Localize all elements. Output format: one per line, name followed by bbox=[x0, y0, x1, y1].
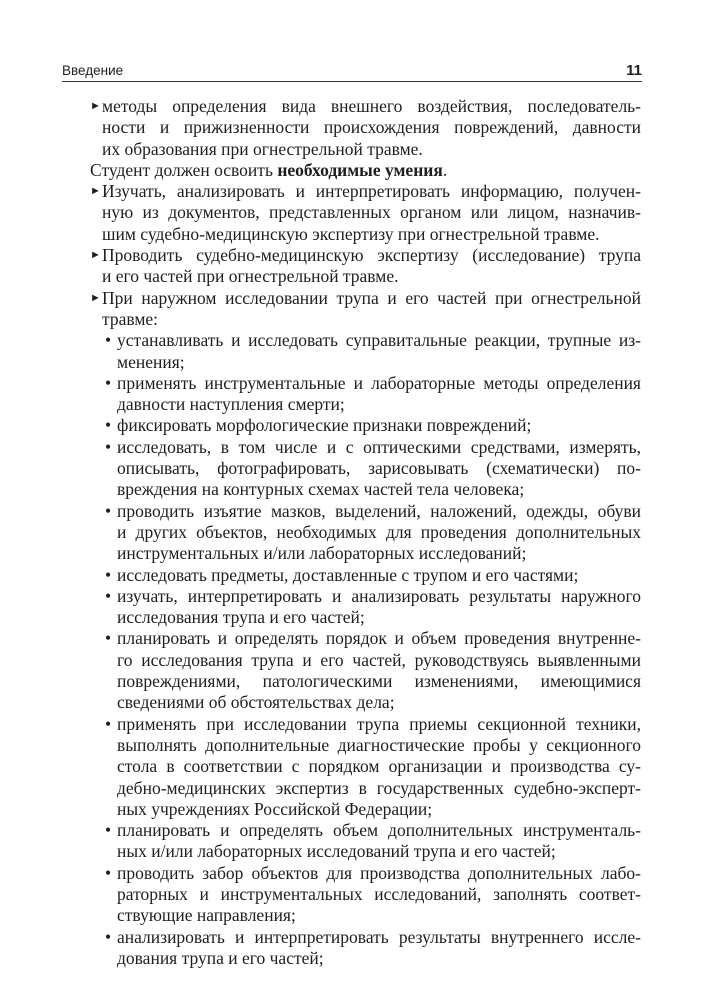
text-line: ► Изучать, анализировать и интерпретировать информацию, получен- bbox=[90, 181, 641, 202]
running-header bbox=[62, 59, 642, 82]
text-line: дебно-медицинских экспертиз в государственных судебно-эксперт- bbox=[117, 777, 641, 798]
text-line: ности и прижизненности происхождения повреждений, давности bbox=[102, 117, 641, 138]
dot-bullet-icon: • bbox=[105, 564, 112, 585]
text-line: ► При наружном исследовании трупа и его частей при огнестрельной bbox=[90, 287, 641, 308]
text-line: • изучать, интерпретировать и анализировать результаты наружного bbox=[105, 585, 641, 606]
text-line: • планировать и определять объем дополнительных инструменталь- bbox=[105, 820, 641, 841]
text-line: • планировать и определять порядок и объем проведения внутренне- bbox=[105, 628, 641, 649]
text-line: выполнять дополнительные диагностические пробы у секционного bbox=[117, 734, 641, 755]
page-number: 11 bbox=[626, 62, 642, 79]
text-line: ных и/или лабораторных исследований трупа и его частей; bbox=[117, 841, 556, 862]
dot-bullet-icon: • bbox=[105, 415, 112, 436]
text-line: и других объектов, необходимых для проведения дополнительных bbox=[117, 521, 641, 542]
triangle-bullet-icon: ► bbox=[90, 100, 101, 112]
dot-bullet-icon: • bbox=[105, 820, 112, 841]
text-line: шим судебно-медицинскую экспертизу при огнестрельной травме. bbox=[102, 223, 600, 244]
text-line: травме: bbox=[102, 308, 159, 329]
triangle-bullet-icon: ► bbox=[90, 185, 101, 198]
dot-bullet-icon: • bbox=[105, 330, 112, 351]
text-line: • устанавливать и исследовать суправитальные реакции, трупные из- bbox=[105, 330, 641, 351]
text-line: давности наступления смерти; bbox=[117, 394, 345, 415]
text-line: раторных и инструментальных исследований, заполнять соответ- bbox=[117, 883, 641, 904]
text-line: • анализировать и интерпретировать результаты внутреннего иссле- bbox=[105, 926, 641, 947]
dot-bullet-icon: • bbox=[105, 585, 112, 606]
page-body bbox=[90, 96, 641, 969]
dot-bullet-icon: • bbox=[105, 500, 112, 521]
text-line: го исследования трупа и его частей, руководствуясь выявленными bbox=[117, 649, 641, 670]
text-line: исследования трупа и его частей; bbox=[117, 607, 365, 628]
triangle-bullet-icon: ► bbox=[90, 291, 101, 304]
text-line: • применять при исследовании трупа приемы секционной техники, bbox=[105, 713, 641, 734]
text-line: и его частей при огнестрельной травме. bbox=[102, 266, 399, 287]
text-line: сведениями об обстоятельствах дела; bbox=[117, 692, 395, 713]
text-line: • проводить забор объектов для производства дополнительных лабо- bbox=[105, 862, 641, 883]
text-line: ► методы определения вида внешнего воздействия, последователь- bbox=[90, 96, 641, 116]
dot-bullet-icon: • bbox=[105, 713, 112, 734]
text-line: повреждениями, патологическими изменениями, имеющимися bbox=[117, 671, 641, 692]
text-line: менения; bbox=[117, 351, 185, 372]
dot-bullet-icon: • bbox=[105, 926, 112, 947]
text-line: Студент должен освоить необходимые умения. bbox=[90, 159, 448, 180]
text-line: инструментальных и/или лабораторных исследований; bbox=[117, 543, 527, 564]
text-line: • фиксировать морфологические признаки повреждений; bbox=[105, 415, 532, 436]
text-line: их образования при огнестрельной травме. bbox=[102, 138, 423, 159]
dot-bullet-icon: • bbox=[105, 372, 112, 393]
text-line: ► Проводить судебно-медицинскую экспертизу (исследование) трупа bbox=[90, 245, 641, 266]
dot-bullet-icon: • bbox=[105, 628, 112, 649]
text-line: • применять инструментальные и лабораторные методы определения bbox=[105, 372, 641, 393]
text-line: дования трупа и его частей; bbox=[117, 947, 324, 968]
dot-bullet-icon: • bbox=[105, 862, 112, 883]
text-line: вреждения на контурных схемах частей тела человека; bbox=[117, 479, 525, 500]
text-line: • исследовать, в том числе и с оптическими средствами, измерять, bbox=[105, 436, 641, 457]
dot-bullet-icon: • bbox=[105, 436, 112, 457]
text-line: ствующие направления; bbox=[117, 905, 296, 926]
emphasis: необходимые умения bbox=[277, 159, 443, 180]
text-line: • проводить изъятие мазков, выделений, наложений, одежды, обуви bbox=[105, 500, 641, 521]
text-line: стола в соответствии с порядком организации и производства су- bbox=[117, 756, 641, 777]
triangle-bullet-icon: ► bbox=[90, 249, 101, 262]
chapter-title: Введение bbox=[62, 63, 124, 78]
text-line: • исследовать предметы, доставленные с трупом и его частями; bbox=[105, 564, 579, 585]
text-line: ную из документов, представленных органом или лицом, назначив- bbox=[102, 202, 641, 223]
text-line: ных учреждениях Российской Федерации; bbox=[117, 798, 433, 819]
text-line: описывать, фотографировать, зарисовывать (схематически) по- bbox=[117, 458, 641, 479]
